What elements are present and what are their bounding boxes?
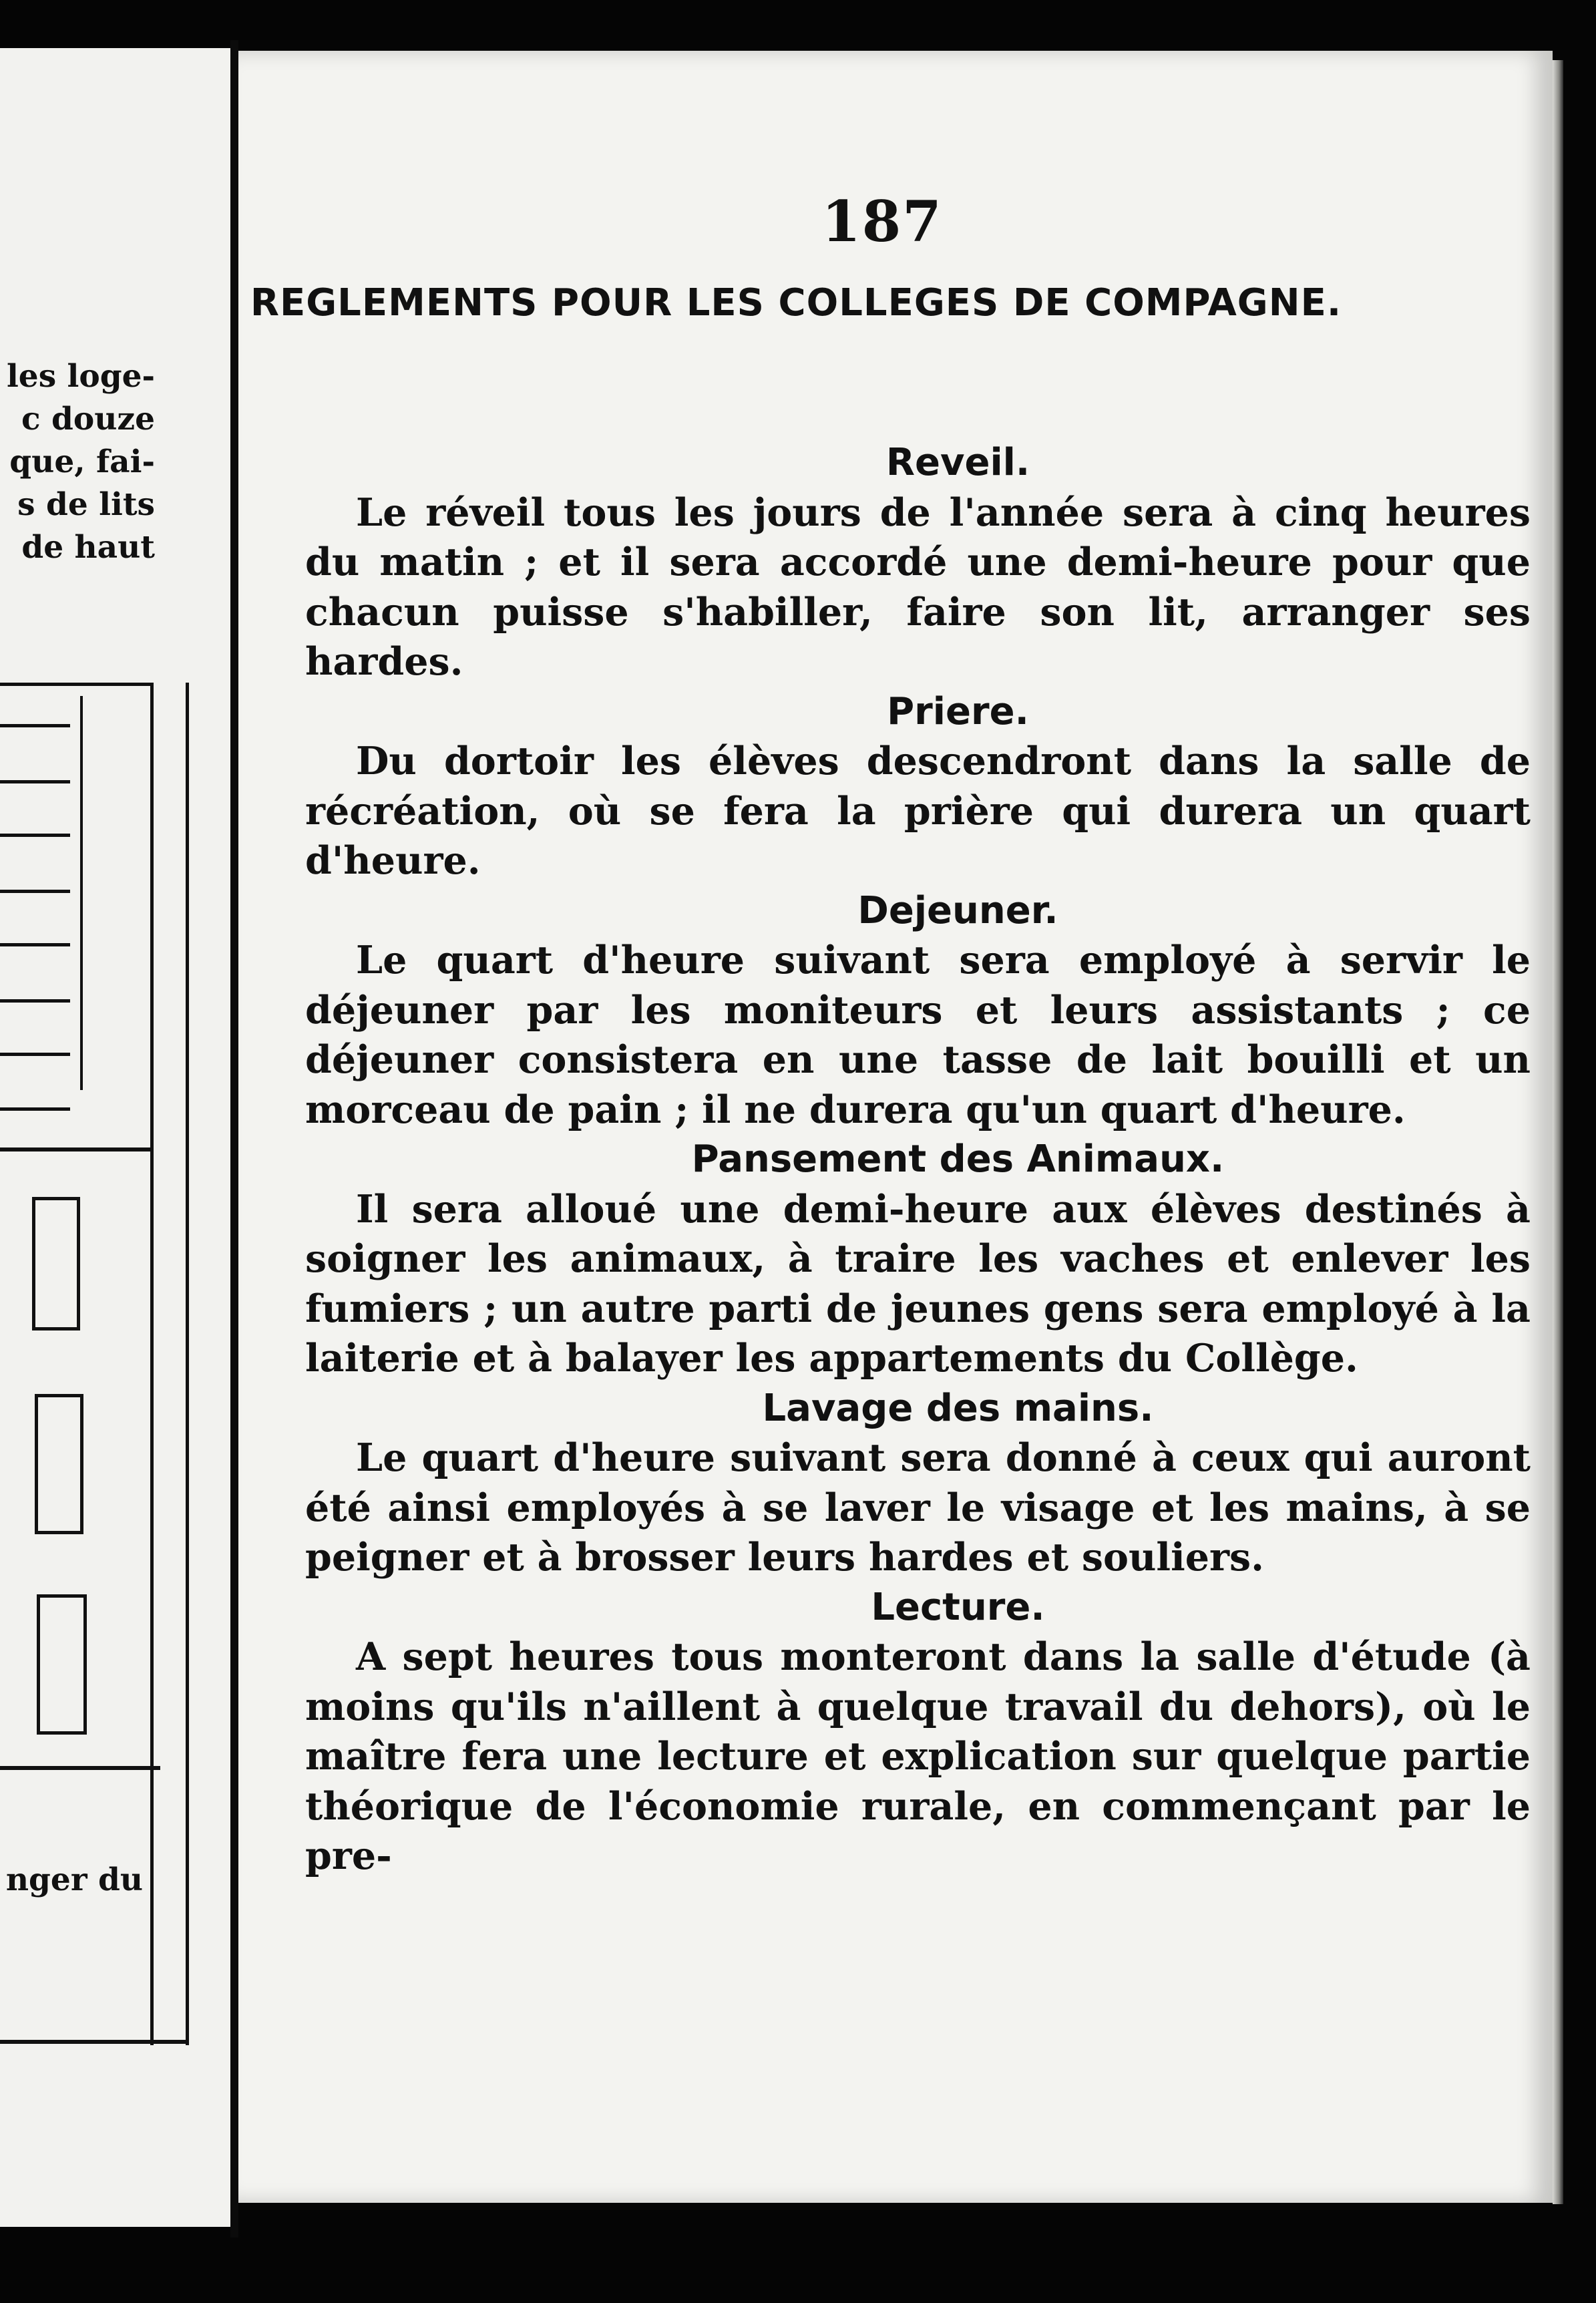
section-paragraph: A sept heures tous monteront dans la salle d'étude (à moins qu'ils n'aillent à quelque travail du dehors), où le maître fera une lecture et explication sur quelque partie théorique de l'économie rurale, en commençant par le pre- [305, 1634, 1531, 1878]
left-line: de haut [21, 529, 155, 566]
chapter-title: REGLEMENTS POUR LES COLLEGES DE COMPAGNE. [250, 281, 1342, 325]
section-heading: Lecture. [871, 1585, 1045, 1629]
book-gutter [230, 40, 238, 2238]
left-bottom-line: nger du [5, 1862, 143, 1898]
section-heading: Dejeuner. [857, 888, 1058, 932]
page-number: 187 [821, 188, 943, 254]
section-paragraph: Il sera alloué une demi-heure aux élèves destinés à soigner les animaux, à traire les vaches et enlever les fumiers ; un autre parti de jeunes gens sera employé à la laiterie et à balayer les appartements du Collège. [305, 1186, 1531, 1381]
section-heading: Priere. [887, 689, 1029, 733]
section-heading: Lavage des mains. [762, 1386, 1154, 1430]
left-line: les loge- [6, 358, 155, 395]
page-body [305, 438, 1531, 1882]
left-page-table-rules [0, 683, 190, 2045]
section-paragraph: Le quart d'heure suivant sera donné à ceux qui auront été ainsi employés à se laver le visage et les mains, à se peigner et à brosser leurs hardes et souliers. [305, 1435, 1531, 1580]
section-paragraph: Le quart d'heure suivant sera employé à servir le déjeuner par les moniteurs et leurs assistants ; ce déjeuner consistera en une tasse de lait bouilli et un morceau de pain ; il ne durera qu'un quart d'heure. [305, 938, 1531, 1132]
section-heading: Pansement des Animaux. [691, 1137, 1225, 1181]
section-paragraph: Le réveil tous les jours de l'année sera à cinq heures du matin ; et il sera accordé une demi-heure pour que chacun puisse s'habiller, faire son lit, arranger ses hardes. [305, 490, 1531, 684]
left-page-text [0, 355, 155, 569]
left-line: que, fai- [9, 444, 155, 480]
left-line: s de lits [17, 486, 155, 523]
section-paragraph: Du dortoir les élèves descendront dans la salle de récréation, où se fera la prière qui durera un quart d'heure. [305, 739, 1531, 883]
left-line: c douze [21, 401, 155, 437]
left-page-fragment [0, 48, 230, 2227]
page-edge [1553, 60, 1563, 2204]
section-heading: Reveil. [885, 441, 1030, 484]
right-page [238, 51, 1553, 2203]
